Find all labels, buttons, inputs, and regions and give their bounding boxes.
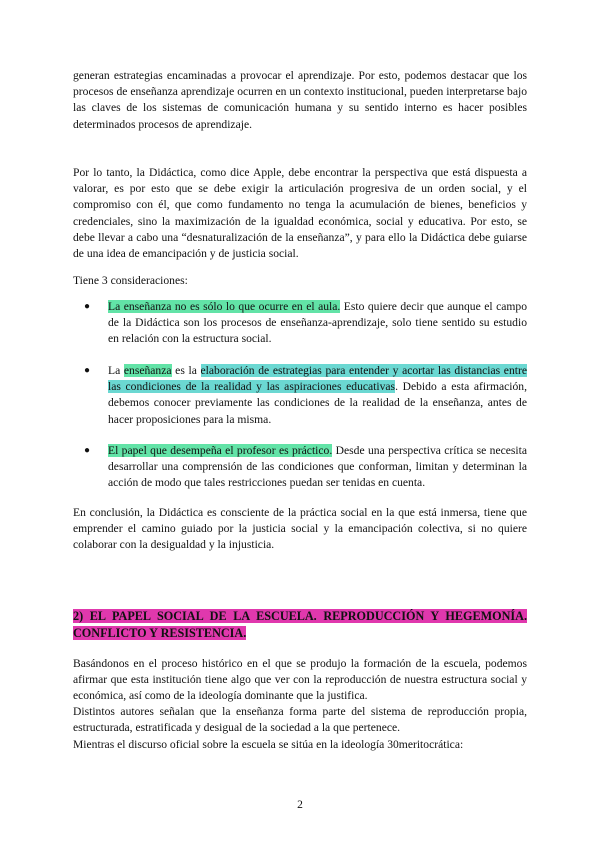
paragraph-considerations-intro: Tiene 3 consideraciones: bbox=[73, 274, 188, 287]
highlighted-text: El papel que desempeña el profesor es práctico. bbox=[108, 444, 333, 457]
list-item-text: . Debido a esta afirmación, debemos conocer previamente las condiciones de la realidad de la enseñanza, antes de hacer proposiciones para la misma. bbox=[108, 380, 527, 426]
paragraph-2: Por lo tanto, la Didáctica, como dice Apple, debe encontrar la perspectiva que está dispuesta a valorar, es por esto que se debe exigir la articulación progresiva de un orden social, y el compromiso con él, que como fundamento no tenga la acumulación de bienes, beneficios y credenciales, sino la maximización de la igualdad económica, social y educativa. Por esto, se debe llevar a cabo una “desnaturalización de la enseñanza”, y para ello la Didáctica debe guiarse de una idea de emancipación y de justicia social. bbox=[73, 166, 527, 261]
list-item-text: es la bbox=[171, 364, 201, 377]
section-heading bbox=[73, 608, 527, 642]
list-item-text: Esto quiere decir que aunque el campo de la Didáctica son los procesos de enseñanza-aprendizaje, solo tiene sentido su estudio en relación con la estructura social. bbox=[108, 300, 527, 346]
highlighted-text: elaboración de estrategias para entender y acortar las distancias entre las condiciones de la realidad y las aspiraciones educativas bbox=[108, 364, 527, 394]
bullet-icon: ● bbox=[84, 301, 91, 312]
list-item bbox=[84, 299, 527, 348]
bullet-icon: ● bbox=[84, 365, 91, 376]
page-number: 2 bbox=[297, 799, 303, 811]
highlighted-text: La enseñanza no es sólo lo que ocurre en el aula. bbox=[108, 300, 341, 313]
paragraph-conclusion: En conclusión, la Didáctica es consciente de la práctica social en la que está inmersa, tiene que emprender el camino guiado por la justicia social y la emancipación colectiva, si no quiere colaborar con la desigualdad y la injusticia. bbox=[73, 506, 527, 552]
list-item bbox=[84, 443, 527, 492]
list-item-text: La bbox=[108, 364, 124, 377]
list-item-text: Desde una perspectiva crítica se necesita desarrollar una comprensión de las condiciones que conforman, limitan y determinan la acción de modo que tales restricciones puedan ser tenidas en cuenta. bbox=[108, 444, 527, 490]
section-heading-text: 2) EL PAPEL SOCIAL DE LA ESCUELA. REPRODUCCIÓN Y HEGEMONÍA. CONFLICTO Y RESISTENCIA. bbox=[73, 609, 527, 640]
highlighted-text: enseñanza bbox=[123, 364, 172, 377]
list-item bbox=[84, 363, 527, 428]
paragraph-6: Distintos autores señalan que la enseñanza forma parte del sistema de reproducción propia, estructurada, estratificada y desigual de la sociedad a la que pertenece. bbox=[73, 705, 527, 735]
paragraph-1: generan estrategias encaminadas a provocar el aprendizaje. Por esto, podemos destacar que los procesos de enseñanza aprendizaje ocurren en un contexto institucional, pueden interpretarse bajo las claves de los sistemas de comunicación humana y su sentido interno es hacer posibles determinados procesos de aprendizaje. bbox=[73, 69, 527, 131]
paragraph-5: Basándonos en el proceso histórico en el que se produjo la formación de la escuela, podemos afirmar que esta institución tiene algo que ver con la reproducción de nuestra estructura social y económica, así como de la ideología dominante que la justifica. bbox=[73, 657, 527, 703]
paragraph-7: Mientras el discurso oficial sobre la escuela se sitúa en la ideología 30meritocrática: bbox=[73, 738, 464, 751]
bullet-icon: ● bbox=[84, 445, 91, 456]
